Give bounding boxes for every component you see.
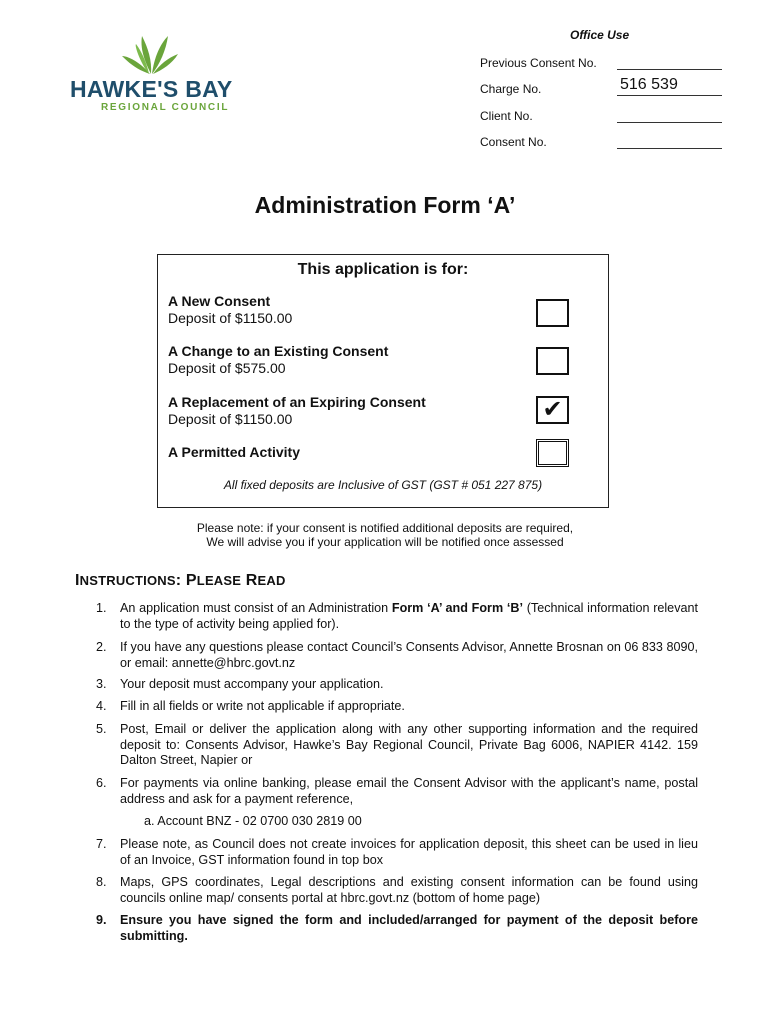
instruction-item — [96, 776, 698, 807]
application-type-box — [157, 254, 609, 508]
heading-part: : P — [175, 572, 197, 589]
permitted-activity-checkbox[interactable] — [536, 439, 569, 467]
item-number: 1. — [96, 601, 107, 615]
option-title: A New Consent — [168, 293, 271, 309]
previous-consent-field[interactable] — [617, 50, 722, 70]
option-title: A Change to an Existing Consent — [168, 343, 389, 359]
leaf-icon — [120, 30, 180, 76]
consent-no-label: Consent No. — [480, 135, 547, 149]
option-title: A Permitted Activity — [168, 444, 300, 460]
council-logo — [70, 30, 270, 120]
instruction-item — [96, 640, 698, 671]
item-text: If you have any questions please contact Council’s Consents Advisor, Annette Brosnan on 06 833 8090, or email: annette@hbrc.govt.nz — [120, 640, 698, 670]
instructions-heading — [75, 572, 286, 590]
option-replacement-consent — [168, 394, 426, 428]
item-text: (Technical information relevant to the type of activity being applied for). — [120, 601, 698, 631]
instruction-item — [96, 722, 698, 769]
option-change-consent — [168, 343, 388, 377]
instruction-item — [96, 601, 698, 632]
instruction-item — [96, 677, 698, 693]
page-title: Administration Form ‘A’ — [254, 192, 516, 218]
item-text: Maps, GPS coordinates, Legal descriptions and existing consent information can be found using councils online map/ consents portal at hbrc.govt.nz (bottom of home page) — [120, 875, 698, 905]
item-text-bold: Form ‘A’ and Form ‘B’ — [391, 601, 523, 615]
item-text: Your deposit must accompany your application. — [120, 677, 384, 691]
logo-subtitle: REGIONAL COUNCIL — [101, 102, 230, 113]
charge-no-field[interactable]: 516 539 — [617, 76, 722, 96]
consent-no-row — [480, 127, 722, 149]
replacement-consent-checkbox[interactable]: ✔ — [536, 396, 569, 424]
change-consent-checkbox[interactable] — [536, 347, 569, 375]
application-heading: This application is for: — [297, 261, 469, 278]
item-text: Post, Email or deliver the application along with any other supporting information and the required deposit to: Consents Advisor, Hawke’s Bay Regional Council, Private Bag 6006, NAPIER 4142. 159 Dalton Street, Napier or — [120, 722, 698, 767]
heading-part: R — [241, 572, 258, 589]
previous-consent-row — [480, 48, 722, 70]
heading-part: LEASE — [196, 573, 242, 588]
bank-account-item: a. Account BNZ - 02 0700 030 2819 00 — [144, 814, 362, 828]
option-permitted-activity — [168, 444, 300, 461]
new-consent-checkbox[interactable] — [536, 299, 569, 327]
notified-note-line1: Please note: if your consent is notified additional deposits are required, — [196, 521, 574, 535]
heading-part: NSTRUCTIONS — [79, 573, 176, 588]
item-text: Fill in all fields or write not applicable if appropriate. — [120, 699, 405, 713]
charge-no-row — [480, 74, 722, 96]
item-number: 3. — [96, 677, 107, 691]
item-text: For payments via online banking, please email the Consent Advisor with the applicant’s name, postal address and ask for a payment reference, — [120, 776, 698, 806]
option-deposit: Deposit of $1150.00 — [168, 310, 293, 326]
item-text: Please note, as Council does not create invoices for application deposit, this sheet can be used in lieu of an Invoice, GST information found in top box — [120, 837, 698, 867]
previous-consent-label: Previous Consent No. — [480, 56, 597, 70]
item-text: Ensure you have signed the form and included/arranged for payment of the deposit before submitting. — [120, 913, 698, 943]
consent-no-field[interactable] — [617, 129, 722, 149]
item-number: 9. — [96, 913, 107, 927]
option-deposit: Deposit of $1150.00 — [168, 411, 293, 427]
item-number: 5. — [96, 722, 107, 736]
notified-note-line2: We will advise you if your application will be notified once assessed — [206, 535, 564, 549]
instruction-item — [96, 837, 698, 868]
client-no-label: Client No. — [480, 109, 533, 123]
instruction-item — [96, 875, 698, 906]
gst-note: All fixed deposits are Inclusive of GST (GST # 051 227 875) — [223, 478, 543, 492]
instruction-item — [96, 913, 698, 944]
option-new-consent — [168, 293, 292, 327]
heading-part: I — [75, 572, 80, 589]
client-no-row — [480, 101, 722, 123]
item-number: 2. — [96, 640, 107, 654]
option-title: A Replacement of an Expiring Consent — [168, 394, 426, 410]
heading-part: EAD — [257, 573, 286, 588]
logo-name: HAWKE'S BAY — [70, 76, 233, 102]
item-number: 6. — [96, 776, 107, 790]
instruction-item — [96, 699, 698, 715]
item-number: 4. — [96, 699, 107, 713]
item-text: An application must consist of an Administration — [120, 601, 392, 615]
office-use-title: Office Use — [570, 28, 630, 42]
item-number: 8. — [96, 875, 107, 889]
item-number: 7. — [96, 837, 107, 851]
client-no-field[interactable] — [617, 103, 722, 123]
charge-no-label: Charge No. — [480, 82, 542, 96]
option-deposit: Deposit of $575.00 — [168, 360, 286, 376]
